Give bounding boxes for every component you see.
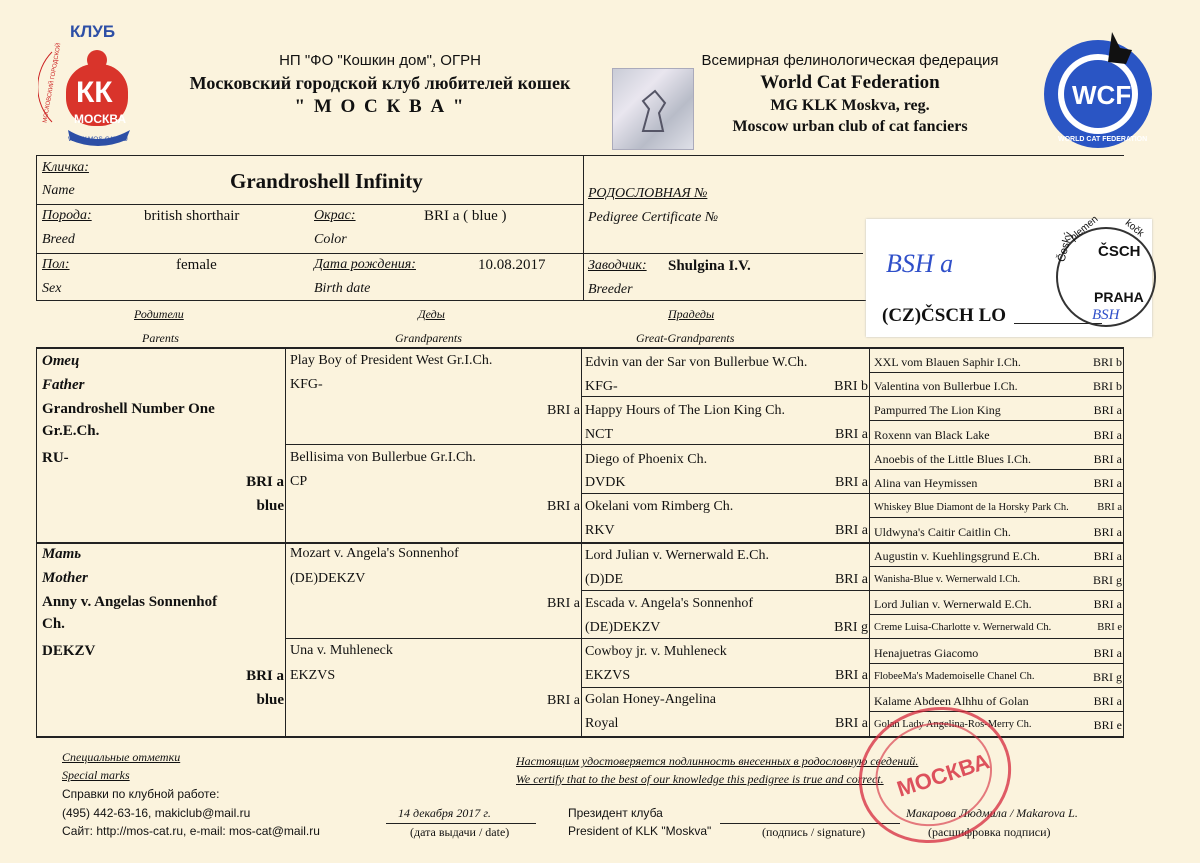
color-value: BRI a ( blue ) <box>424 208 507 224</box>
club-logo-ring: МОСКОВСКИЙ ГОРОДСКОЙ <box>42 42 63 124</box>
special-marks-en: Special marks <box>62 768 130 782</box>
mother-ggp2-color: BRI g <box>834 620 868 635</box>
father-gggp6-color: BRI a <box>1093 476 1122 490</box>
mother-ggp1-color: BRI a <box>834 572 868 587</box>
mother-gp1-reg: (DE)DEKZV <box>290 571 366 586</box>
father-name: Grandroshell Number One <box>42 401 215 417</box>
stamp-seal-ring2: plemen <box>1068 213 1101 244</box>
mother-label-ru: Мать <box>42 546 82 562</box>
col-parents-en: Parents <box>142 331 179 345</box>
club-logo-top: КЛУБ <box>70 22 116 41</box>
pedigree-label-ru: РОДОСЛОВНАЯ № <box>588 186 708 201</box>
stamp-handwritten: BSH a <box>886 249 954 278</box>
father-gggp8-color: BRI a <box>1093 525 1122 539</box>
mother-ggp4-name: Golan Honey-Angelina <box>585 692 717 707</box>
mother-gggp8-color: BRI e <box>1093 718 1122 732</box>
name-label-ru: Кличка: <box>42 160 89 175</box>
cat-name: Grandroshell Infinity <box>230 169 423 193</box>
stamp-seal-text: ČSCH <box>1098 243 1141 260</box>
mother-gggp2-color: BRI g <box>1092 573 1122 587</box>
mother-title: Ch. <box>42 616 65 632</box>
father-ggp2-color: BRI a <box>834 427 868 442</box>
certify-ru: Настоящим удостоверяется подлинность внесенных в родословную сведений. <box>516 754 919 768</box>
special-marks-ru: Специальные отметки <box>62 750 181 764</box>
father-ggp2-reg: NCT <box>585 427 613 442</box>
sex-label-ru: Пол: <box>42 257 70 272</box>
wcf-logo <box>1028 22 1168 152</box>
mother-ggp3-reg: EKZVS <box>585 668 631 683</box>
father-ggp3-color: BRI a <box>834 475 868 490</box>
father-title: Gr.E.Ch. <box>42 423 100 439</box>
mother-gggp6-color: BRI g <box>1092 670 1122 684</box>
issue-date-caption: (дата выдачи / date) <box>410 825 510 839</box>
father-gggp1-name: XXL vom Blauen Saphir I.Ch. <box>874 355 1021 369</box>
wcf-title: World Cat Federation <box>760 72 940 93</box>
breeder-value: Shulgina I.V. <box>668 258 751 274</box>
wcf-reg: MG KLK Moskva, reg. <box>770 97 930 114</box>
father-ggp1-name: Edvin van der Sar von Bullerbue W.Ch. <box>585 355 808 370</box>
father-ggp4-reg: RKV <box>585 523 615 538</box>
col-great-en: Great-Grandparents <box>636 331 735 345</box>
president-en: President of KLK "Moskva" <box>568 824 712 838</box>
mother-gggp7-name: Kalame Abdeen Alhhu of Golan <box>874 694 1029 708</box>
name-label-en: Name <box>42 183 75 198</box>
father-gggp2-color: BRI b <box>1092 379 1122 393</box>
club-seal-text: МОСКВА <box>893 748 993 802</box>
president-ru: Президент клуба <box>568 806 663 820</box>
father-ggp2-name: Happy Hours of The Lion King Ch. <box>585 403 785 418</box>
president-name: Макарова Людмила / Makarova L. <box>906 806 1078 820</box>
mother-gggp4-name: Creme Luisa-Charlotte v. Wernerwald Ch. <box>874 622 1052 633</box>
mother-ggp4-color: BRI a <box>834 716 868 731</box>
father-gp1-name: Play Boy of President West Gr.I.Ch. <box>290 353 493 368</box>
father-gggp5-color: BRI a <box>1093 452 1122 466</box>
mother-reg: DEKZV <box>42 643 96 659</box>
father-ggp4-name: Okelani vom Rimberg Ch. <box>585 499 734 514</box>
sex-value: female <box>176 257 217 273</box>
club-logo-url: WWW.MOS-CAT.RU <box>68 136 128 143</box>
father-gggp4-color: BRI a <box>1093 428 1122 442</box>
mother-gggp4-color: BRI e <box>1097 622 1122 633</box>
father-gp2-name: Bellisima von Bullerbue Gr.I.Ch. <box>290 450 476 465</box>
father-gggp6-name: Alina van Heymissen <box>874 476 978 490</box>
club-org: НП "ФО "Кошкин дом", ОГРН <box>279 52 481 69</box>
father-ggp3-reg: DVDK <box>585 475 626 490</box>
sex-label-en: Sex <box>42 281 62 296</box>
pedigree-label-en: Pedigree Certificate № <box>588 210 719 225</box>
col-grand-ru: Деды <box>418 307 445 321</box>
col-parents-ru: Родители <box>134 307 184 321</box>
hologram <box>612 68 694 150</box>
mother-gp1-color: BRI a <box>546 596 580 611</box>
breed-value: british shorthair <box>144 208 240 224</box>
mother-ggp4-reg: Royal <box>585 716 619 731</box>
col-grand-en: Grandparents <box>395 331 462 345</box>
stamp-signature: BSH <box>1092 307 1120 323</box>
breed-label-ru: Порода: <box>42 208 92 223</box>
mother-gggp1-color: BRI a <box>1093 549 1122 563</box>
breeder-label-en: Breeder <box>588 282 633 297</box>
father-color: BRI a <box>246 474 284 490</box>
wcf-logo-ring: WORLD CAT FEDERATION <box>1058 136 1148 143</box>
father-ggp1-color: BRI b <box>834 379 868 394</box>
mother-gp2-reg: EKZVS <box>290 668 336 683</box>
mother-gggp2-name: Wanisha-Blue v. Wernerwald I.Ch. <box>874 574 1021 585</box>
mother-gggp7-color: BRI a <box>1093 694 1122 708</box>
czech-stamp <box>866 213 1152 337</box>
stamp-seal-city: PRAHA <box>1094 289 1144 305</box>
father-gp2-reg: CP <box>290 474 308 489</box>
birth-value: 10.08.2017 <box>478 257 546 273</box>
father-gggp4-name: Roxenn van Black Lake <box>874 428 990 442</box>
father-gggp8-name: Uldwyna's Caitir Caitlin Ch. <box>874 525 1011 539</box>
club-title: Московский городской клуб любителей кошек <box>189 73 571 93</box>
club-header <box>150 52 610 118</box>
breeder-label-ru: Заводчик: <box>588 258 647 273</box>
father-ggp1-reg: KFG- <box>585 379 618 394</box>
wcf-club: Moscow urban club of cat fanciers <box>732 118 968 135</box>
mother-ggp1-reg: (D)DE <box>585 572 624 587</box>
father-label-ru: Отец <box>42 353 80 369</box>
mother-ggp3-color: BRI a <box>834 668 868 683</box>
mother-gp2-name: Una v. Muhleneck <box>290 643 393 658</box>
wcf-ru: Всемирная фелинологическая федерация <box>701 52 999 69</box>
wcf-header <box>690 52 1010 136</box>
mother-name: Anny v. Angelas Sonnenhof <box>42 594 218 610</box>
mother-label-en: Mother <box>42 570 88 586</box>
father-gggp7-color: BRI a <box>1097 502 1122 513</box>
father-gggp2-name: Valentina von Bullerbue I.Ch. <box>874 379 1018 393</box>
father-ggp3-name: Diego of Phoenix Ch. <box>585 452 708 467</box>
father-color-name: blue <box>256 498 284 514</box>
father-gggp3-name: Pampurred The Lion King <box>874 403 1001 417</box>
breed-label-en: Breed <box>42 232 75 247</box>
club-city: " М О С К В А " <box>294 96 466 117</box>
color-label-ru: Окрас: <box>314 208 356 223</box>
certify-en: We certify that to the best of our knowledge this pedigree is true and correct. <box>516 772 884 786</box>
mother-gggp1-name: Augustin v. Kuehlingsgrund E.Ch. <box>874 549 1040 563</box>
mother-gggp3-name: Lord Julian v. Wernerwald E.Ch. <box>874 597 1032 611</box>
club-logo-letters: КК <box>76 76 113 109</box>
mother-ggp3-name: Cowboy jr. v. Muhleneck <box>585 644 727 659</box>
mother-gggp5-name: Henajuetras Giacomo <box>874 646 979 660</box>
father-gggp5-name: Anoebis of the Little Blues I.Ch. <box>874 452 1031 466</box>
father-ggp4-color: BRI a <box>834 523 868 538</box>
stamp-seal-ring1: Český <box>1055 230 1076 264</box>
mother-gggp5-color: BRI a <box>1093 646 1122 660</box>
father-gp2-color: BRI a <box>546 499 580 514</box>
father-gp1-color: BRI a <box>546 403 580 418</box>
signature-caption: (подпись / signature) <box>762 825 866 839</box>
contact-site: Сайт: http://mos-cat.ru, e-mail: mos-cat@mail.ru <box>62 824 320 838</box>
decode-caption: (расшифровка подписи) <box>928 825 1051 839</box>
info-label: Справки по клубной работе: <box>62 787 220 801</box>
mother-gp1-name: Mozart v. Angela's Sonnenhof <box>290 546 459 561</box>
mother-color: BRI a <box>246 668 284 684</box>
col-great-ru: Прадеды <box>668 307 715 321</box>
color-label-en: Color <box>314 232 347 247</box>
father-reg: RU- <box>42 450 69 466</box>
father-gggp7-name: Whiskey Blue Diamont de la Horsky Park Ch. <box>874 502 1069 513</box>
mother-gp2-color: BRI a <box>546 693 580 708</box>
club-logo <box>38 22 158 150</box>
mother-color-name: blue <box>256 692 284 708</box>
contact-phone: (495) 442-63-16, makiclub@mail.ru <box>62 806 251 820</box>
father-gggp3-color: BRI a <box>1093 403 1122 417</box>
mother-gggp3-color: BRI a <box>1093 597 1122 611</box>
stamp-seal-ring3: kočk <box>1122 217 1146 240</box>
wcf-logo-text: WCF <box>1072 80 1132 110</box>
birth-label-en: Birth date <box>314 281 371 296</box>
birth-label-ru: Дата рождения: <box>314 257 416 272</box>
father-gp1-reg: KFG- <box>290 377 323 392</box>
mother-ggp2-reg: (DE)DEKZV <box>585 620 661 635</box>
mother-gggp8-name: Golan Lady Angelina-Ros-Merry Ch. <box>874 719 1032 730</box>
club-logo-city: МОСКВА <box>74 112 127 126</box>
mother-ggp1-name: Lord Julian v. Wernerwald E.Ch. <box>585 548 769 563</box>
father-gggp1-color: BRI b <box>1092 355 1122 369</box>
stamp-reg: (CZ)ČSCH LO <box>882 305 1007 326</box>
issue-date: 14 декабря 2017 г. <box>398 806 491 820</box>
mother-gggp6-name: FlobeeMa's Mademoiselle Chanel Ch. <box>874 671 1035 682</box>
mother-ggp2-name: Escada v. Angela's Sonnenhof <box>585 596 754 611</box>
father-label-en: Father <box>42 377 85 393</box>
